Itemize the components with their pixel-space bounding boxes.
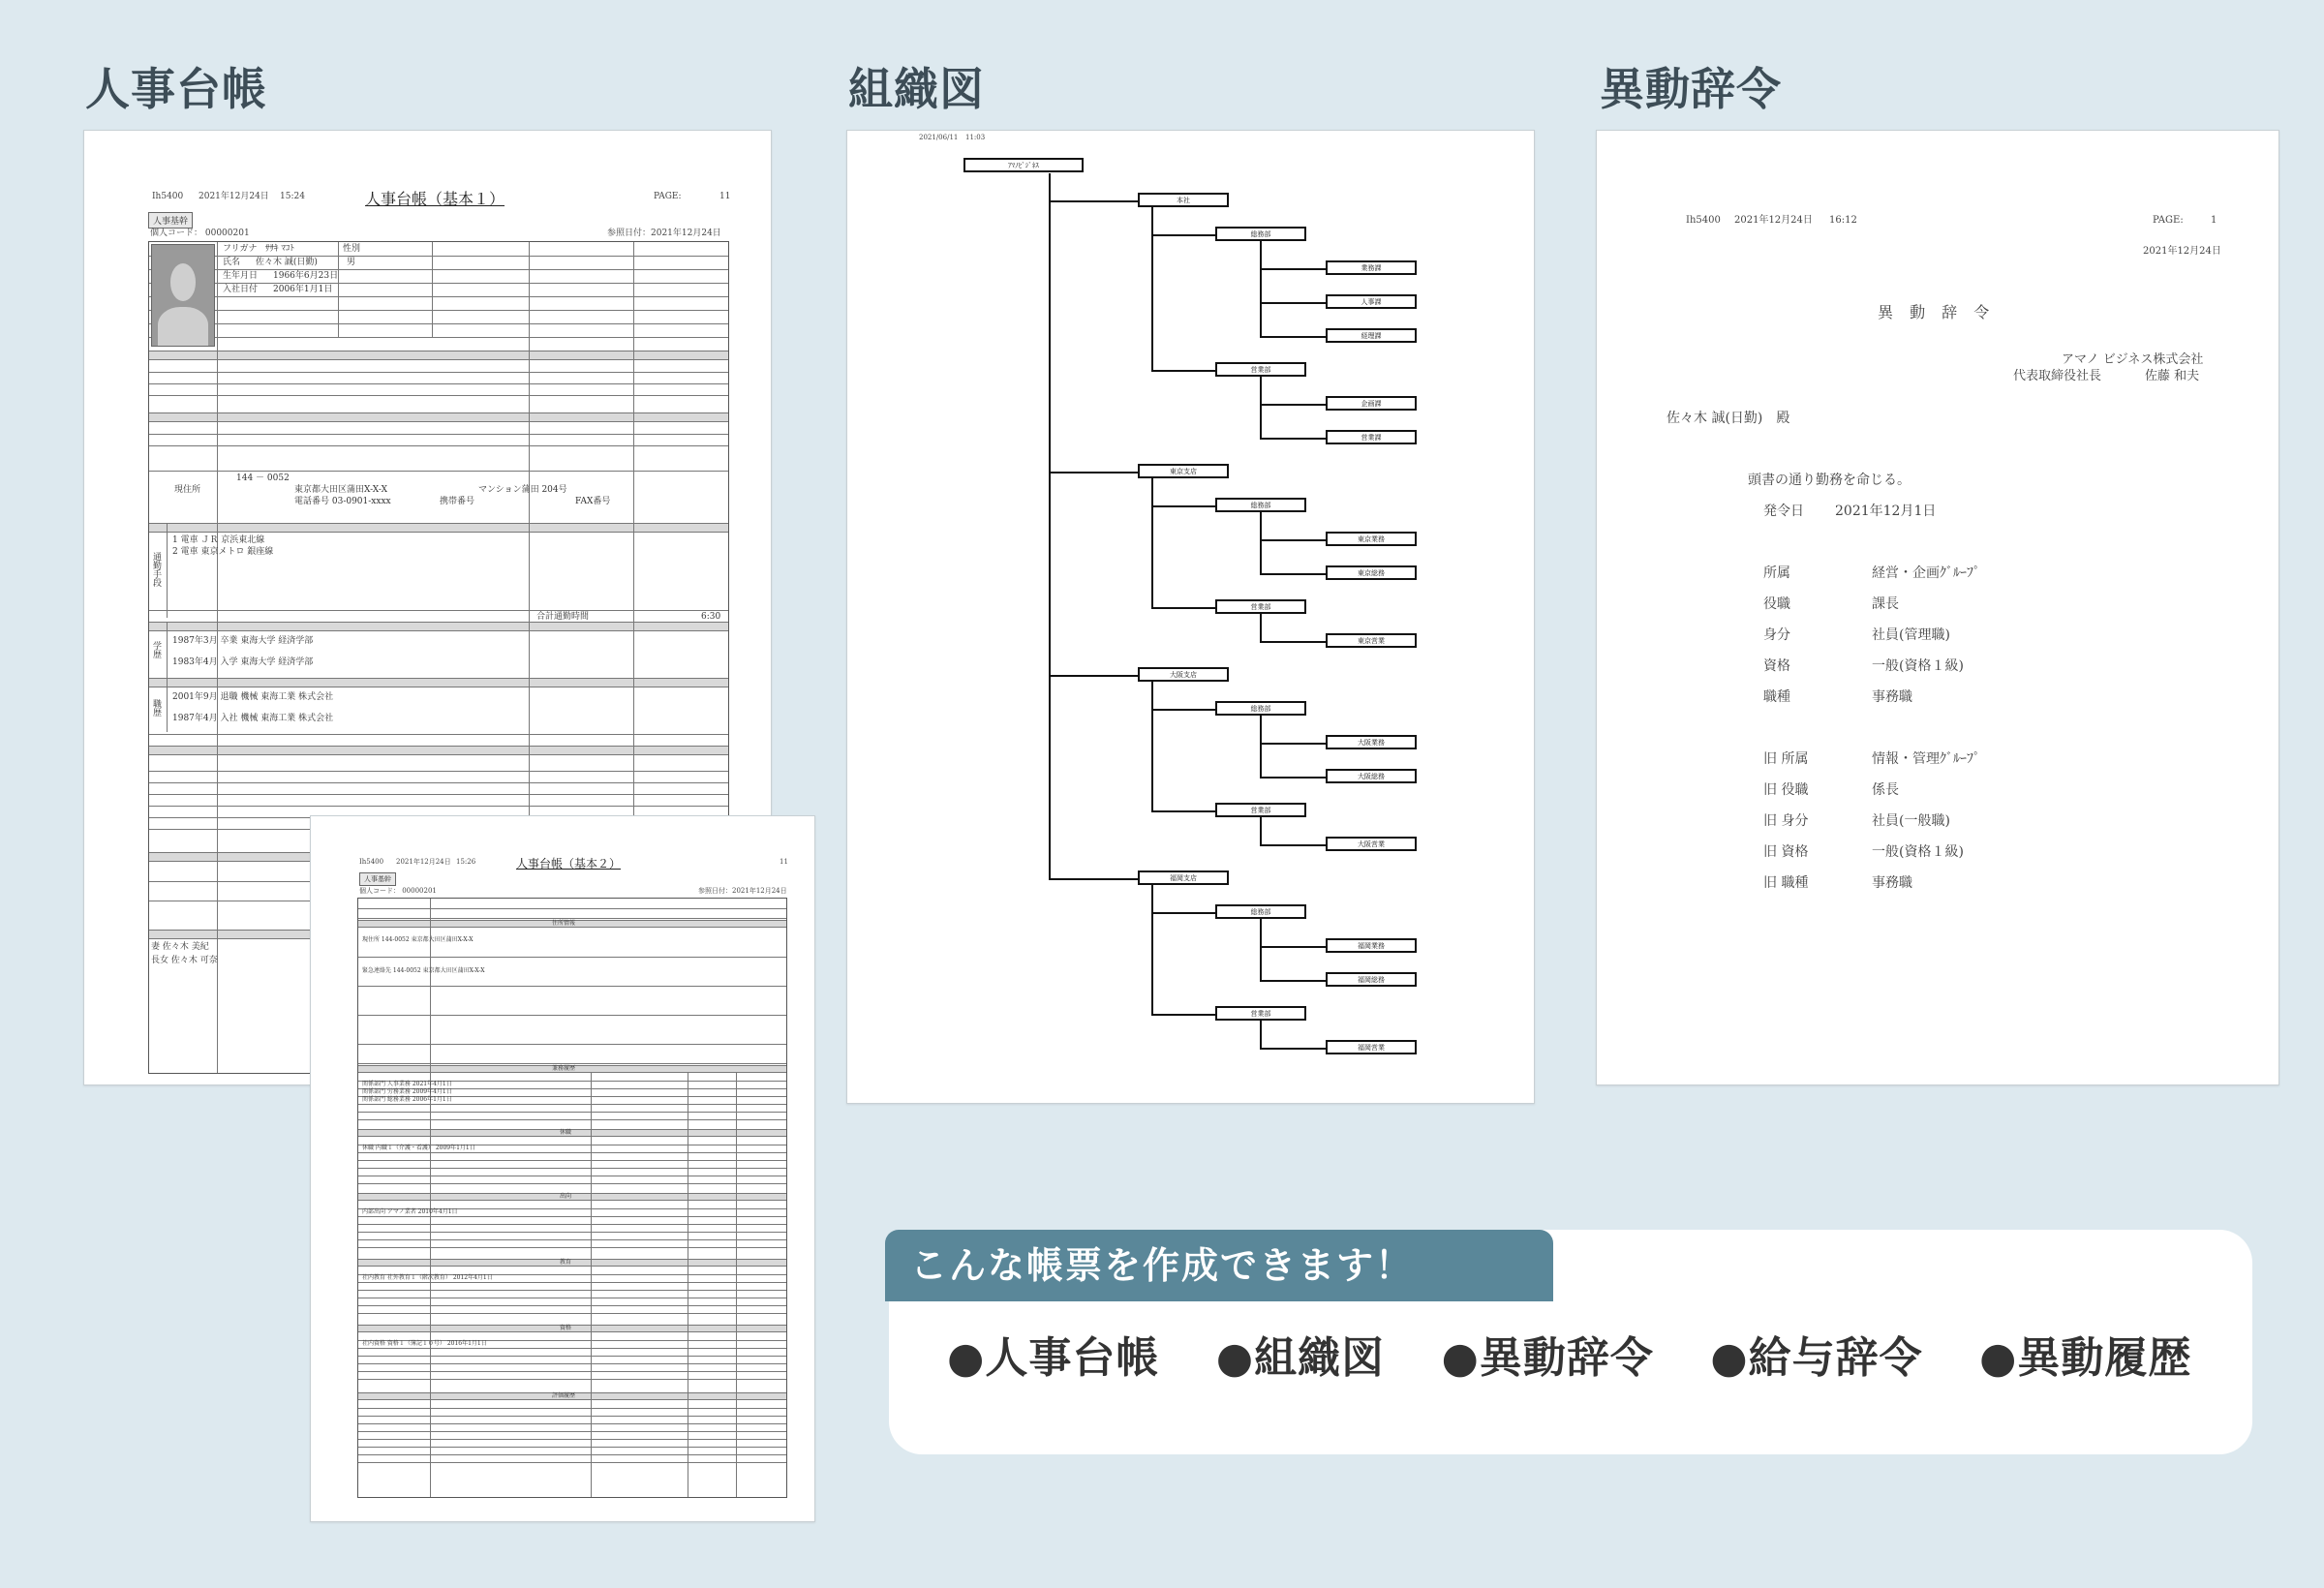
jirei-issue-label: 発令日	[1763, 504, 1804, 519]
jirei-page-label: PAGE:	[2153, 215, 2184, 226]
sheet2-section-label: 人事基幹	[359, 872, 396, 886]
org-connector	[1151, 478, 1153, 609]
org-connector	[1260, 641, 1326, 643]
jirei-company: アマノ ビジネス株式会社	[2062, 352, 2204, 367]
org-connector	[1260, 539, 1326, 541]
org-connector	[1260, 777, 1326, 779]
org-connector	[1151, 234, 1215, 236]
org-connector	[1260, 512, 1262, 575]
org-connector	[1260, 336, 1326, 338]
jirei-order-text: 頭書の通り勤務を命じる。	[1748, 473, 1911, 488]
sheet2-time: 15:26	[456, 858, 476, 866]
jirei-code: Ih5400	[1686, 215, 1721, 226]
jirei-old-value-2: 係長	[1872, 782, 1899, 798]
jirei-new-value-3: 社員(管理職)	[1872, 627, 1950, 643]
sheet1-mobile-label: 携帯番号	[440, 497, 475, 506]
org-section-node: 大阪営業	[1326, 837, 1417, 851]
org-connector	[1151, 370, 1215, 372]
org-connector	[1260, 844, 1326, 846]
org-header-date: 2021/06/11	[919, 134, 959, 141]
sheet1-birth-label: 生年月日	[223, 271, 259, 281]
feature-item-transfer: ●異動辞令	[1441, 1333, 1654, 1383]
jirei-date: 2021年12月24日	[1734, 215, 1813, 226]
sheet1-kana-label: フリガナ	[223, 244, 258, 254]
sheet1-address: 東京都大田区蒲田X-X-X	[294, 485, 388, 495]
org-connector	[1151, 207, 1153, 372]
sheet2-ref-date: 参照日付：2021年12月24日	[698, 887, 787, 895]
org-connector	[1260, 1048, 1326, 1050]
org-dept-node: 総務部	[1215, 498, 1306, 512]
sheet2-band-concurrent: 兼務履歴	[552, 1065, 576, 1072]
sheet1-page-label: PAGE:	[654, 192, 682, 201]
org-connector	[1151, 505, 1215, 507]
org-dept-node: 営業部	[1215, 599, 1306, 614]
org-chart-tree	[847, 131, 1535, 1104]
org-dept-node: 営業部	[1215, 1006, 1306, 1021]
org-dept-node: 営業部	[1215, 362, 1306, 377]
sheet1-edu-label: 学歴	[151, 641, 161, 658]
sheet1-edu-row-2: 1983年4月 入学 東海大学 経済学部	[172, 657, 314, 667]
org-connector	[1049, 472, 1138, 473]
org-dept-node: 総務部	[1215, 701, 1306, 716]
heading-org-chart: 組織図	[848, 63, 985, 115]
sheet1-kana: ｻｻｷ ﾏｺﾄ	[265, 244, 294, 254]
jirei-new-value-4: 一般(資格１級)	[1872, 658, 1964, 674]
sheet1-code: Ih5400	[152, 192, 184, 201]
sheet1-commute-row-2: 2 電車 東京メトロ 銀座線	[172, 547, 274, 557]
org-section-node: 福岡営業	[1326, 1040, 1417, 1054]
org-section-node: 東京業務	[1326, 532, 1417, 546]
jirei-time: 16:12	[1829, 215, 1857, 226]
org-branch-node: 福岡支店	[1138, 870, 1229, 885]
org-connector	[1260, 404, 1326, 406]
sheet1-entry-label: 入社日付	[223, 285, 259, 294]
sheet2-band-evaluation: 評価履歴	[552, 1392, 576, 1399]
jirei-president-title: 代表取締役社長	[2013, 369, 2102, 383]
org-connector	[1151, 810, 1215, 812]
jirei-new-label-2: 役職	[1763, 596, 1790, 612]
org-connector	[1151, 709, 1215, 711]
sheet2-page-no: 11	[780, 858, 788, 866]
org-root-node: ｱﾏﾉﾋﾞｼﾞﾈｽ	[963, 158, 1084, 172]
sheet1-personal-code: 個人コード： 00000201	[150, 229, 250, 238]
org-connector	[1260, 980, 1326, 982]
org-branch-node: 大阪支店	[1138, 667, 1229, 682]
sheet2-code: Ih5400	[359, 858, 384, 866]
sheet1-career-row-2: 1987年4月 入社 機械 東海工業 株式会社	[172, 714, 334, 723]
sheet1-phone: 電話番号 03-0901-xxxx	[294, 497, 391, 506]
sheet1-name: 佐々木 誠(日勤)	[256, 258, 318, 267]
org-connector	[1260, 1021, 1262, 1050]
org-connector	[1260, 817, 1262, 846]
jirei-old-value-3: 社員(一般職)	[1872, 813, 1950, 829]
sheet1-career-label: 職歴	[151, 699, 161, 717]
sheet1-family-row-2: 長女 佐々木 可奈	[151, 956, 218, 965]
sheet1-entry: 2006年1月1日	[273, 285, 333, 294]
sheet1-fax-label: FAX番号	[575, 497, 611, 506]
org-dept-node: 総務部	[1215, 227, 1306, 241]
org-section-node: 経理課	[1326, 328, 1417, 343]
feature-item-history: ●異動履歴	[1978, 1333, 2192, 1383]
sheet1-address-label: 現住所	[174, 485, 201, 495]
org-connector	[1260, 241, 1262, 338]
sheet2-row-concurrent-1: 関係部門 人事業務 2021年4月1日	[362, 1081, 452, 1087]
jirei-new-label-5: 職種	[1763, 689, 1790, 705]
org-connector	[1151, 682, 1153, 812]
sheet2-row-secondment: 内部出向 アマノ業者 2010年4月1日	[362, 1208, 458, 1215]
sheet2-title: 人事台帳（基本２）	[516, 857, 622, 870]
sheet1-commute-total: 合計通勤時間	[536, 612, 590, 622]
org-branch-node: 本社	[1138, 193, 1229, 207]
sheet1-name-label: 氏名	[223, 258, 241, 267]
jirei-old-value-1: 情報・管理ｸﾞﾙｰﾌﾟ	[1872, 751, 1980, 767]
org-section-node: 人事課	[1326, 294, 1417, 309]
org-connector	[1049, 200, 1138, 202]
org-section-node: 福岡業務	[1326, 938, 1417, 953]
sheet1-commute-label: 通勤手段	[151, 552, 161, 587]
org-connector	[1260, 268, 1326, 270]
jirei-old-label-4: 旧 資格	[1763, 844, 1809, 860]
sheet1-address-zip: 144 － 0052	[236, 473, 290, 483]
sheet2-band-address: 住所情報	[552, 920, 576, 927]
sheet2-personal-code: 個人コード： 00000201	[359, 887, 437, 895]
org-section-node: 大阪総務	[1326, 769, 1417, 783]
sheet2-band-leave: 休職	[560, 1129, 572, 1136]
sheet1-commute-time: 6:30	[701, 612, 721, 622]
org-connector	[1260, 946, 1326, 948]
sheet2-row-qualification: 社内資格 資格１（簿記１０号） 2016年1月1日	[362, 1340, 487, 1347]
feature-item-personnel: ●人事台帳	[947, 1333, 1160, 1383]
heading-personnel: 人事台帳	[85, 63, 267, 115]
heading-transfer: 異動辞令	[1600, 63, 1782, 115]
org-connector	[1260, 919, 1262, 982]
jirei-old-label-2: 旧 役職	[1763, 782, 1809, 798]
org-section-node: 企画課	[1326, 396, 1417, 411]
org-connector	[1260, 438, 1326, 440]
org-connector	[1151, 607, 1215, 609]
sheet1-commute-row-1: 1 電車 ＪＲ 京浜東北線	[172, 535, 265, 545]
sheet1-family-row-1: 妻 佐々木 美紀	[151, 942, 209, 952]
org-connector	[1049, 675, 1138, 677]
org-connector	[1260, 573, 1326, 575]
org-connector	[1049, 878, 1138, 880]
jirei-old-value-4: 一般(資格１級)	[1872, 844, 1964, 860]
jirei-new-label-4: 資格	[1763, 658, 1790, 674]
org-section-node: 営業課	[1326, 430, 1417, 444]
sheet2-row-emergency: 緊急連絡先 144-0052 東京都大田区蒲田X-X-X	[362, 967, 485, 974]
sheet2-date: 2021年12月24日	[396, 858, 451, 866]
sheet1-date: 2021年12月24日	[199, 192, 269, 201]
org-connector	[1260, 716, 1262, 779]
sheet1-time: 15:24	[280, 192, 305, 201]
org-connector	[1260, 377, 1262, 440]
sheet1-sex: 男	[347, 258, 356, 267]
jirei-new-value-1: 経営・企画ｸﾞﾙｰﾌﾟ	[1872, 565, 1980, 581]
jirei-issue-date: 2021年12月1日	[1835, 504, 1937, 519]
sheet2-band-qualification: 資格	[560, 1325, 572, 1331]
sheet2-row-address: 現住所 144-0052 東京都大田区蒲田X-X-X	[362, 936, 474, 943]
org-section-node: 業務課	[1326, 260, 1417, 275]
sheet2-row-leave: 休職 内職１（介護・看護） 2009年1月1日	[362, 1145, 475, 1151]
sheet2-row-concurrent-2: 関係部門 労務業務 2009年4月1日	[362, 1088, 452, 1095]
jirei-new-label-1: 所属	[1763, 565, 1790, 581]
jirei-doc-date: 2021年12月24日	[2143, 246, 2221, 257]
jirei-new-value-2: 課長	[1872, 596, 1899, 612]
org-connector	[1260, 614, 1262, 643]
employee-photo	[151, 244, 215, 347]
sheet2-row-concurrent-3: 関係部門 総務業務 2006年1月1日	[362, 1096, 452, 1103]
org-connector	[1151, 912, 1215, 914]
feature-item-salary: ●給与辞令	[1710, 1333, 1923, 1383]
org-dept-node: 総務部	[1215, 904, 1306, 919]
jirei-old-label-5: 旧 職種	[1763, 875, 1809, 891]
jirei-title: 異 動 辞 令	[1878, 303, 1996, 321]
sheet2-grid	[357, 898, 787, 1498]
jirei-old-label-1: 旧 所属	[1763, 751, 1809, 767]
org-section-node: 東京総務	[1326, 565, 1417, 580]
feature-list	[947, 1323, 2232, 1385]
sheet1-address2: マンション蒲田 204号	[478, 485, 567, 495]
personnel-sheet-2	[310, 815, 815, 1522]
jirei-new-label-3: 身分	[1763, 627, 1790, 643]
org-connector	[1151, 1014, 1215, 1016]
sheet1-ref-date: 参照日付：2021年12月24日	[607, 229, 721, 238]
org-connector	[1049, 173, 1051, 880]
jirei-president-name: 佐藤 和夫	[2145, 369, 2200, 383]
feature-callout-tab: こんな帳票を作成できます！	[885, 1230, 1553, 1301]
sheet1-birth: 1966年6月23日	[273, 271, 339, 281]
jirei-page-no: 1	[2211, 215, 2217, 226]
jirei-new-value-5: 事務職	[1872, 689, 1912, 705]
org-connector	[1151, 885, 1153, 1016]
org-branch-node: 東京支店	[1138, 464, 1229, 478]
sheet2-row-education: 社内教育 社外教育１（階次教育） 2012年4月1日	[362, 1274, 493, 1281]
sheet1-career-row-1: 2001年9月 退職 機械 東海工業 株式会社	[172, 692, 334, 702]
org-dept-node: 営業部	[1215, 803, 1306, 817]
sheet2-band-secondment: 出向	[560, 1193, 572, 1200]
sheet1-sex-label: 性別	[343, 244, 361, 254]
jirei-old-value-5: 事務職	[1872, 875, 1912, 891]
org-section-node: 大阪業務	[1326, 735, 1417, 749]
org-section-node: 東京営業	[1326, 633, 1417, 648]
org-header-time: 11:03	[965, 134, 986, 141]
sheet1-edu-row-1: 1987年3月 卒業 東海大学 経済学部	[172, 636, 314, 646]
sheet1-page-no: 11	[719, 192, 731, 201]
org-section-node: 福岡総務	[1326, 972, 1417, 987]
org-chart-sheet	[846, 130, 1535, 1104]
jirei-old-label-3: 旧 身分	[1763, 813, 1809, 829]
sheet1-section-label: 人事基幹	[148, 212, 193, 229]
sheet2-band-education: 教育	[560, 1259, 572, 1266]
org-connector	[1260, 302, 1326, 304]
sheet1-title: 人事台帳（基本１）	[365, 190, 505, 208]
feature-item-org-chart: ●組織図	[1215, 1333, 1386, 1383]
jirei-addressee: 佐々木 誠(日勤) 殿	[1667, 411, 1790, 426]
transfer-order-sheet	[1596, 130, 2279, 1085]
org-connector	[1260, 743, 1326, 745]
